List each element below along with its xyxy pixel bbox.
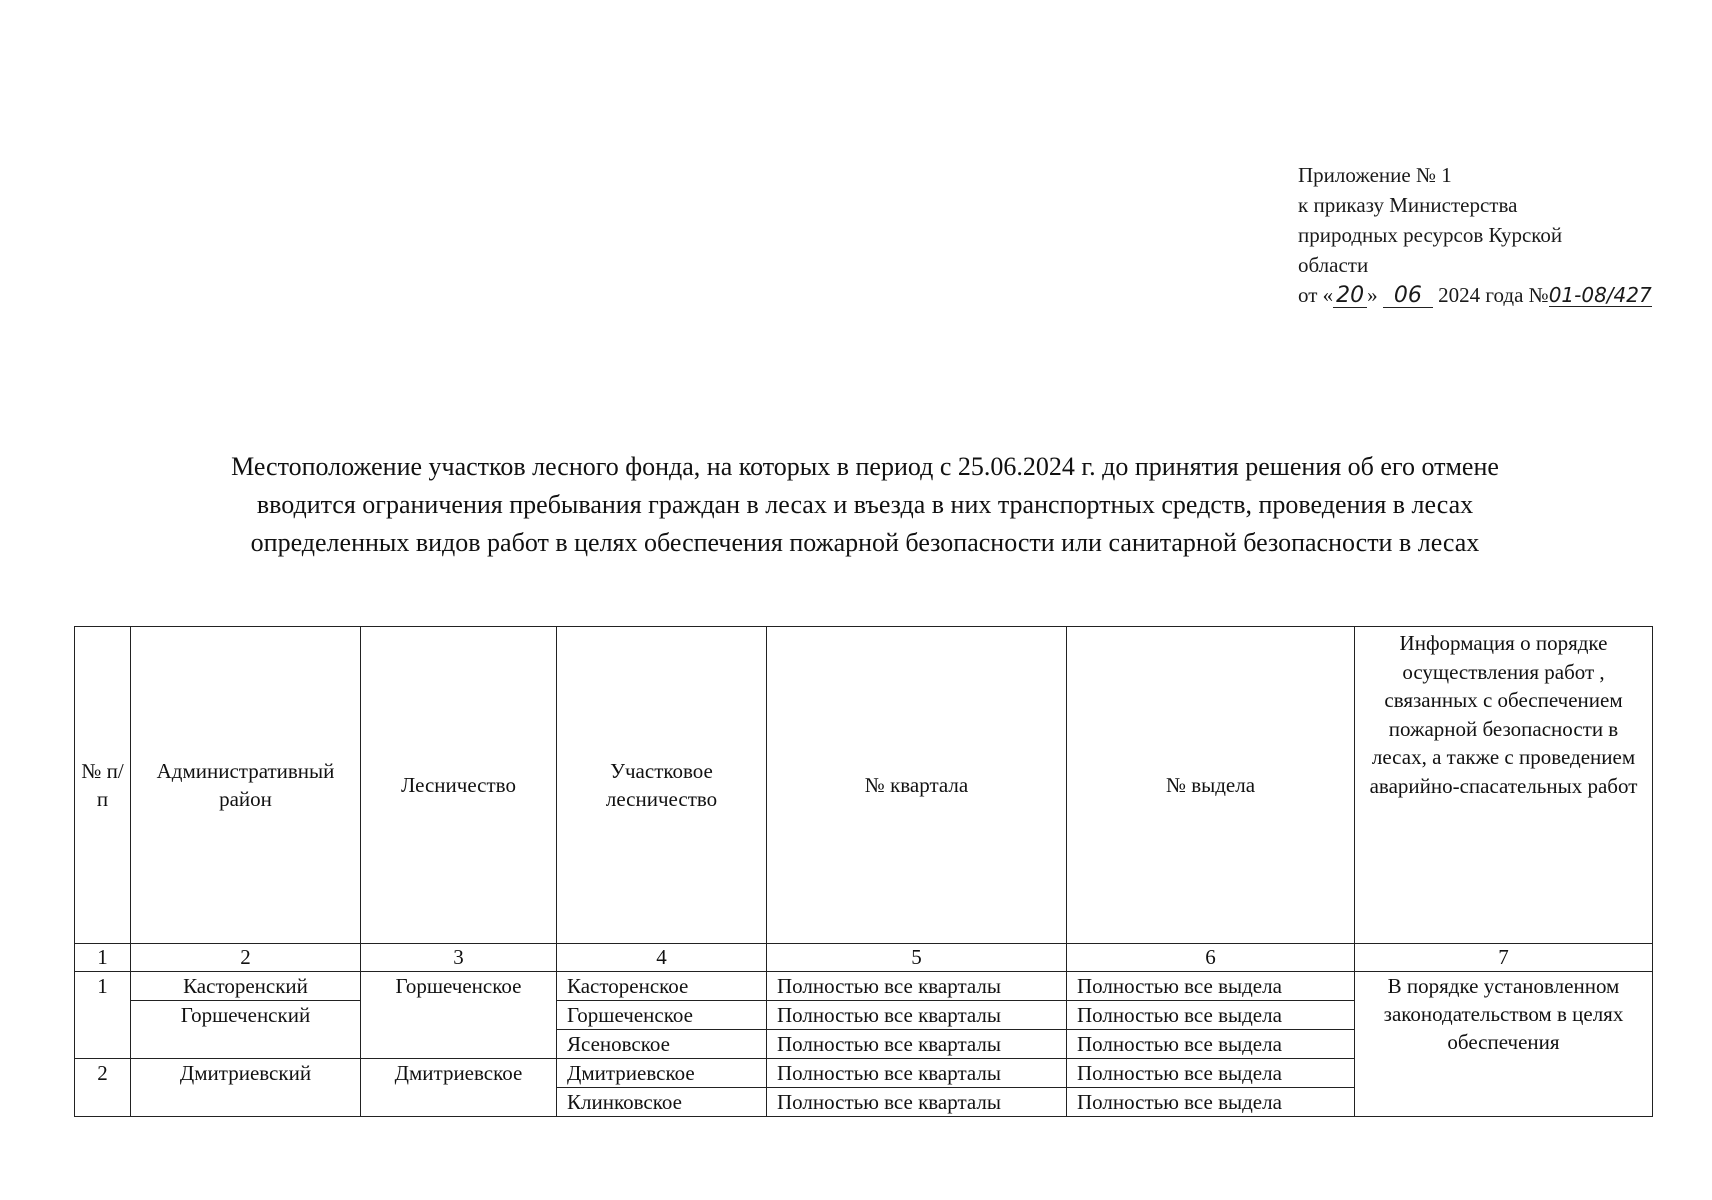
district-cell: Дмитриевский bbox=[131, 1059, 361, 1117]
info-note-cell: В порядке установленном законодательством в целях обеспечения bbox=[1355, 972, 1653, 1117]
date-month: 06 bbox=[1383, 285, 1433, 308]
column-number: 2 bbox=[131, 944, 361, 972]
order-number: 01-08/427 bbox=[1548, 283, 1652, 307]
title-line-3: определенных видов работ в целях обеспечения пожарной безопасности или санитарной безопасности в лесах bbox=[250, 528, 1480, 557]
district-cell: Горшеченский bbox=[131, 1001, 361, 1059]
date-year: 2024 года № bbox=[1438, 283, 1549, 307]
local-forestry-cell: Горшеченское bbox=[557, 1001, 767, 1030]
column-number: 1 bbox=[75, 944, 131, 972]
date-day: 20 bbox=[1333, 285, 1367, 308]
appendix-line-4: области bbox=[1298, 253, 1369, 277]
appendix-block bbox=[1298, 160, 1652, 310]
quarter-cell: Полностью все кварталы bbox=[767, 1030, 1067, 1059]
local-forestry-cell: Дмитриевское bbox=[557, 1059, 767, 1088]
quarter-cell: Полностью все кварталы bbox=[767, 1088, 1067, 1117]
quarter-cell: Полностью все кварталы bbox=[767, 972, 1067, 1001]
row-number: 1 bbox=[75, 972, 131, 1059]
table-row bbox=[75, 972, 1653, 1001]
section-cell: Полностью все выдела bbox=[1067, 1088, 1355, 1117]
local-forestry-cell: Касторенское bbox=[557, 972, 767, 1001]
appendix-line-2: к приказу Министерства bbox=[1298, 193, 1518, 217]
column-number: 3 bbox=[361, 944, 557, 972]
document-title bbox=[130, 448, 1600, 562]
column-number: 4 bbox=[557, 944, 767, 972]
local-forestry-cell: Ясеновское bbox=[557, 1030, 767, 1059]
quarter-cell: Полностью все кварталы bbox=[767, 1001, 1067, 1030]
title-line-1: Местоположение участков лесного фонда, на которых в период с 25.06.2024 г. до принятия решения об его отмене bbox=[231, 452, 1499, 481]
section-cell: Полностью все выдела bbox=[1067, 1030, 1355, 1059]
section-cell: Полностью все выдела bbox=[1067, 1059, 1355, 1088]
row-number: 2 bbox=[75, 1059, 131, 1117]
column-number: 6 bbox=[1067, 944, 1355, 972]
header-quarter: № квартала bbox=[767, 627, 1067, 944]
forestry-cell: Дмитриевское bbox=[361, 1059, 557, 1117]
appendix-line-1: Приложение № 1 bbox=[1298, 163, 1452, 187]
local-forestry-cell: Клинковское bbox=[557, 1088, 767, 1117]
header-number: № п/п bbox=[75, 627, 131, 944]
header-forestry: Лесничество bbox=[361, 627, 557, 944]
header-local-forestry: Участковое лесничество bbox=[557, 627, 767, 944]
appendix-date-line bbox=[1298, 280, 1652, 310]
date-mid: » bbox=[1367, 283, 1378, 307]
table-header-row bbox=[75, 627, 1653, 944]
date-prefix: от « bbox=[1298, 283, 1334, 307]
header-section: № выдела bbox=[1067, 627, 1355, 944]
title-line-2: вводится ограничения пребывания граждан в лесах и въезда в них транспортных средств, проведения в лесах bbox=[256, 490, 1474, 519]
section-cell: Полностью все выдела bbox=[1067, 1001, 1355, 1030]
header-district: Административный район bbox=[131, 627, 361, 944]
header-info: Информация о порядке осуществления работ , связанных с обеспечением пожарной безопасности в лесах, а также с проведением аварийно-спасательных работ bbox=[1355, 627, 1653, 944]
column-number: 7 bbox=[1355, 944, 1653, 972]
forest-areas-table bbox=[74, 626, 1653, 1117]
column-number: 5 bbox=[767, 944, 1067, 972]
quarter-cell: Полностью все кварталы bbox=[767, 1059, 1067, 1088]
district-cell: Касторенский bbox=[131, 972, 361, 1001]
section-cell: Полностью все выдела bbox=[1067, 972, 1355, 1001]
appendix-line-3: природных ресурсов Курской bbox=[1298, 223, 1563, 247]
column-number-row bbox=[75, 944, 1653, 972]
forestry-cell: Горшеченское bbox=[361, 972, 557, 1059]
